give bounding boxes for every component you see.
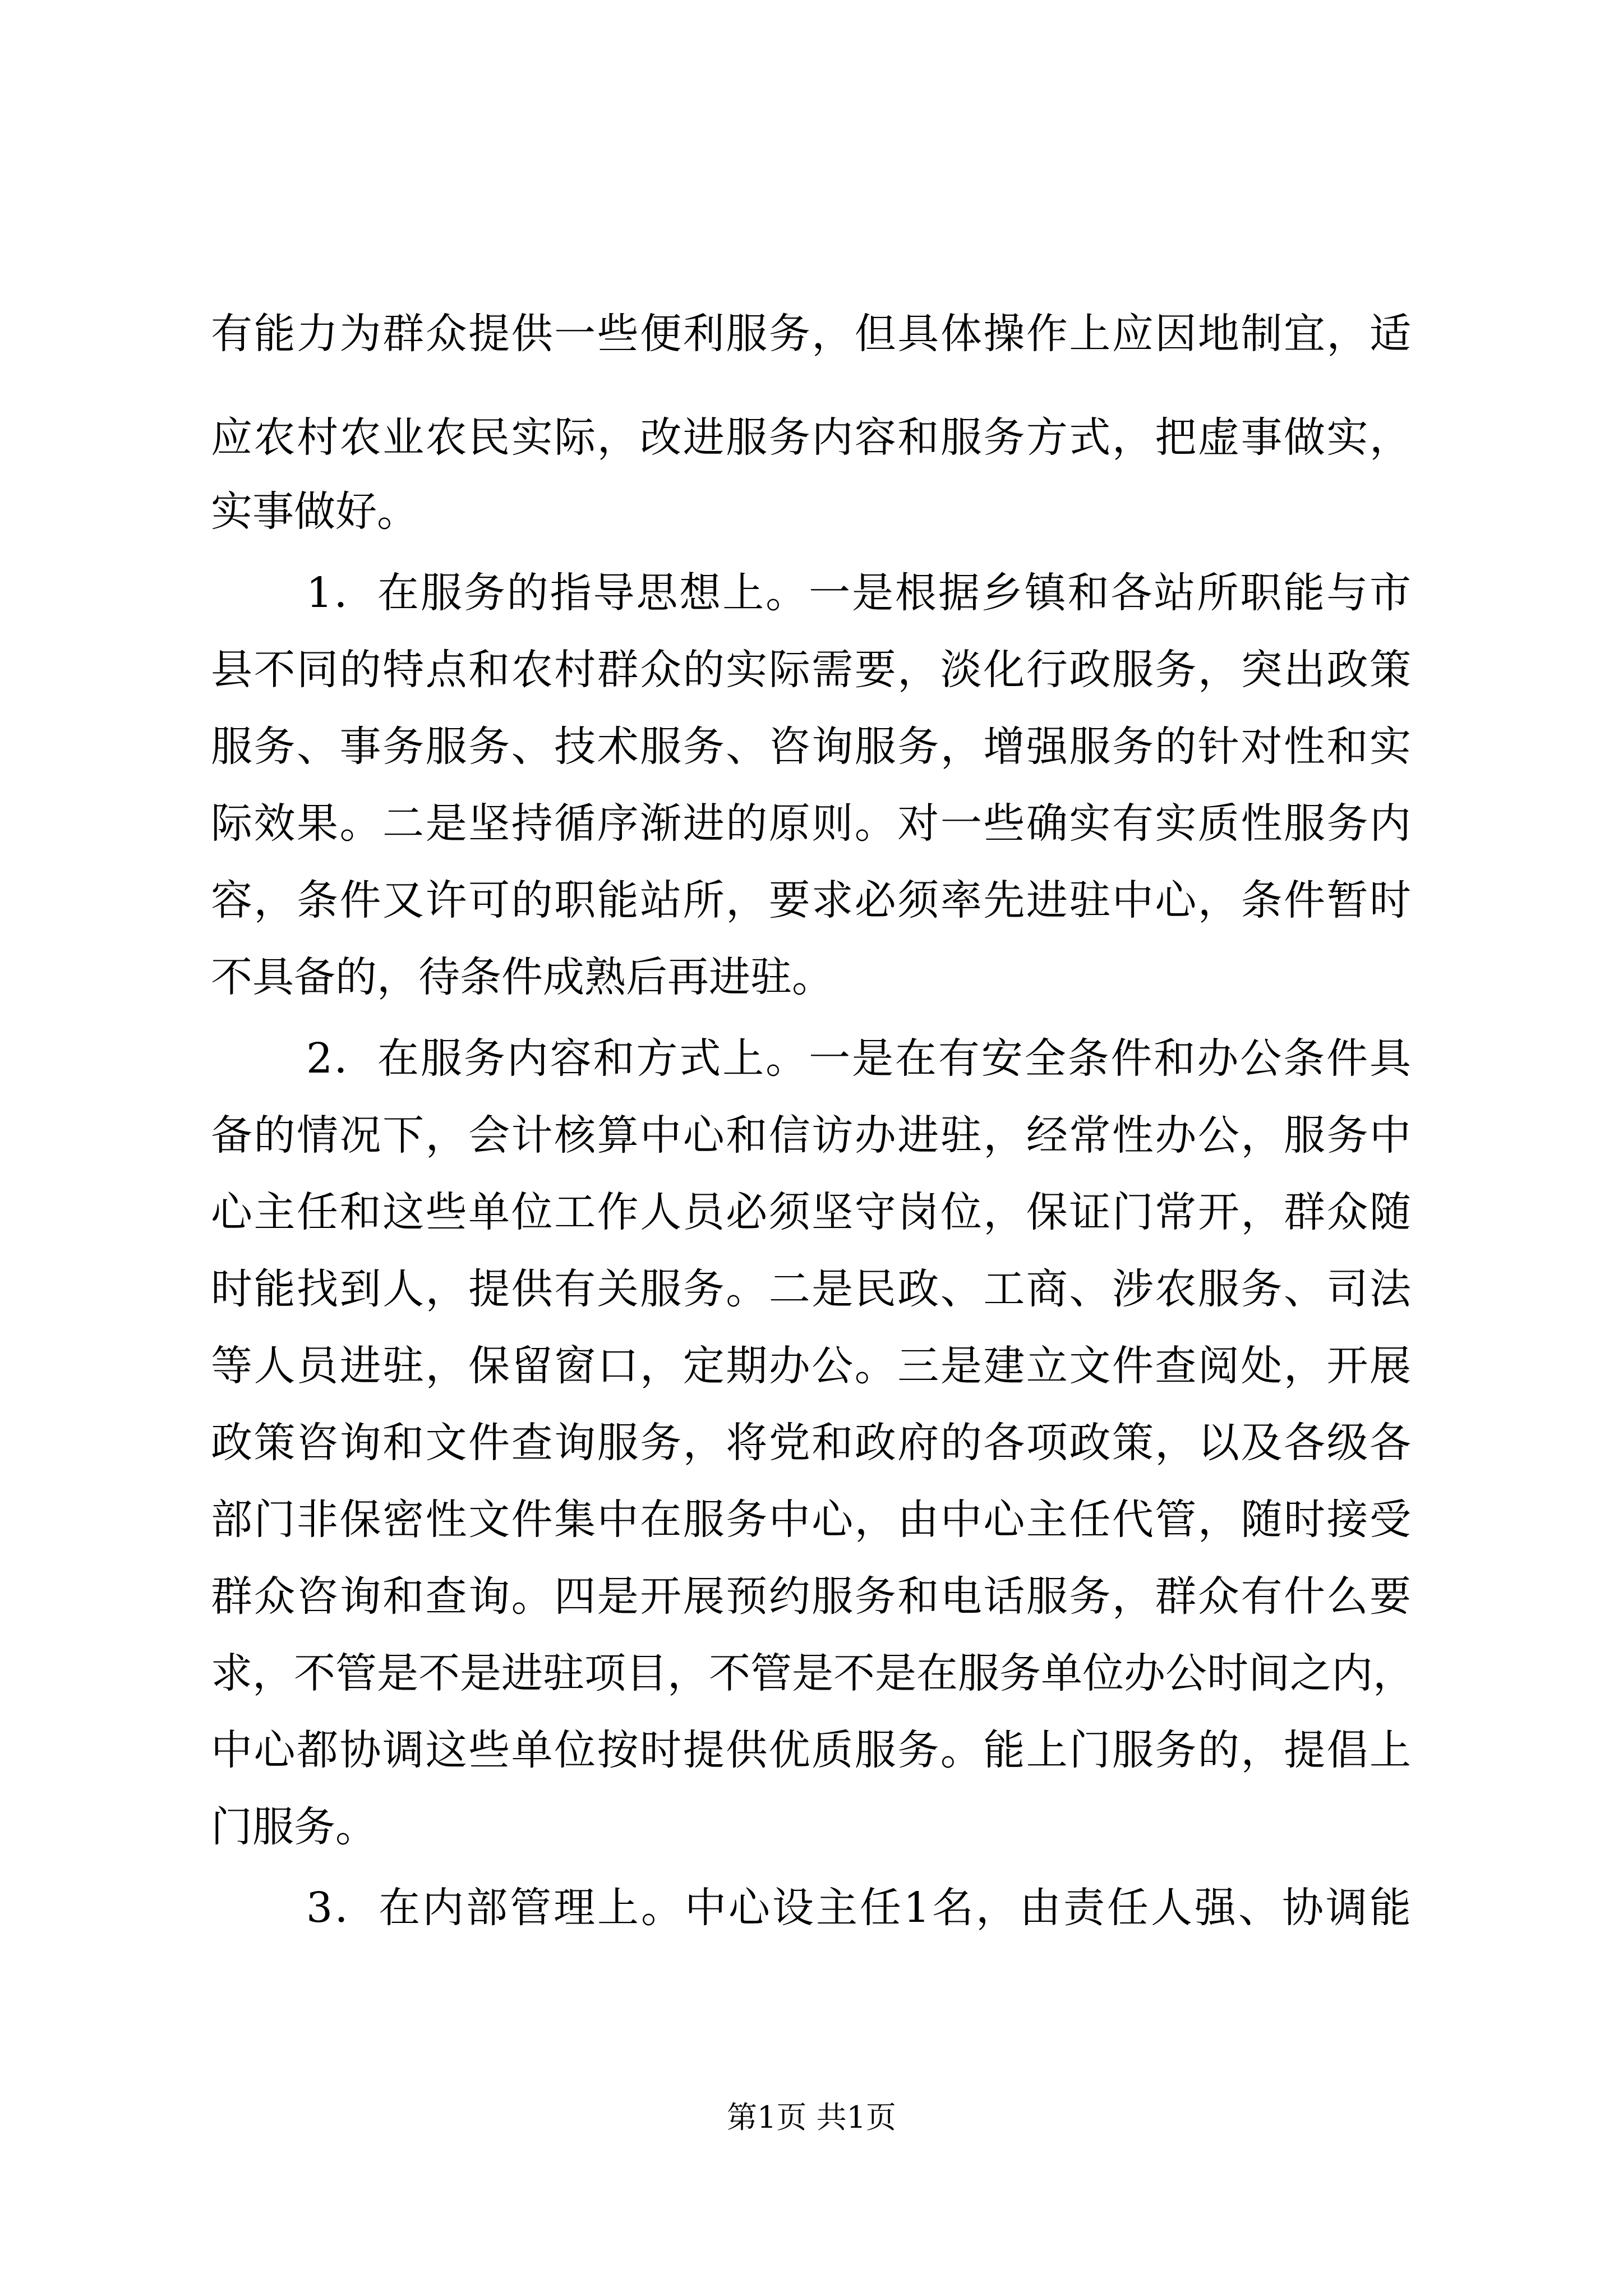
text-line: 应农村农业农民实际，改进服务内容和服务方式，把虚事做实，	[211, 413, 1411, 462]
text-line: 服务、事务服务、技术服务、咨询服务，增强服务的针对性和实	[211, 723, 1411, 771]
text-line: 际效果。二是坚持循序渐进的原则。对一些确实有实质性服务内	[211, 799, 1411, 848]
page-footer: 第1页 共1页	[727, 2100, 896, 2135]
text-line: 门服务。	[211, 1803, 377, 1851]
text-line: 备的情况下，会计核算中心和信访办进驻，经常性办公，服务中	[211, 1111, 1411, 1159]
text-line: 心主任和这些单位工作人员必须坚守岗位，保证门常开，群众随	[211, 1188, 1411, 1236]
text-line: 时能找到人，提供有关服务。二是民政、工商、涉农服务、司法	[211, 1265, 1411, 1313]
text-line: 容，条件又许可的职能站所，要求必须率先进驻中心，条件暂时	[211, 876, 1411, 924]
paragraph-3-heading-line: 3．在内部管理上。中心设主任1名，由责任人强、协调能	[306, 1884, 1411, 1932]
text-line: 中心都协调这些单位按时提供优质服务。能上门服务的，提倡上	[211, 1726, 1411, 1774]
text-line: 群众咨询和查询。四是开展预约服务和电话服务，群众有什么要	[211, 1572, 1411, 1621]
text-line: 等人员进驻，保留窗口，定期办公。三是建立文件查阅处，开展	[211, 1342, 1411, 1390]
text-line: 部门非保密性文件集中在服务中心，由中心主任代管，随时接受	[211, 1496, 1411, 1544]
paragraph-1-heading-line: 1．在服务的指导思想上。一是根据乡镇和各站所职能与市	[306, 569, 1411, 617]
text-line: 不具备的，待条件成熟后再进驻。	[211, 953, 833, 1001]
text-line: 有能力为群众提供一些便利服务，但具体操作上应因地制宜，适	[211, 310, 1411, 358]
text-line: 实事做好。	[211, 487, 418, 536]
text-line: 县不同的特点和农村群众的实际需要，淡化行政服务，突出政策	[211, 646, 1411, 694]
text-line: 政策咨询和文件查询服务，将党和政府的各项政策，以及各级各	[211, 1419, 1411, 1467]
text-line: 求，不管是不是进驻项目，不管是不是在服务单位办公时间之内，	[211, 1649, 1414, 1697]
paragraph-2-heading-line: 2．在服务内容和方式上。一是在有安全条件和办公条件具	[306, 1034, 1411, 1083]
